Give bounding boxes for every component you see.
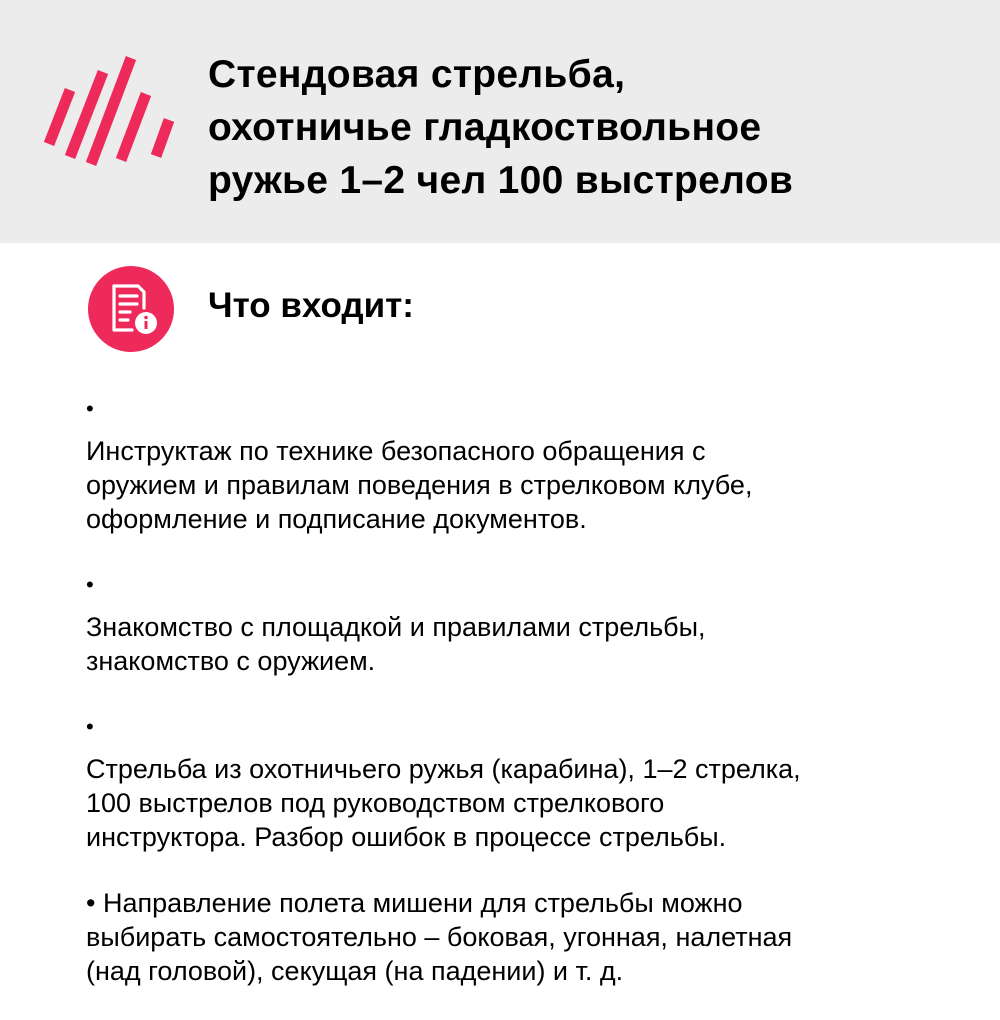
list-item-text: [86, 610, 976, 678]
list-item: [86, 886, 976, 988]
title-line: ружье 1–2 чел 100 выстрелов: [208, 159, 794, 202]
list-item: [86, 710, 976, 854]
bullet: •: [86, 396, 94, 421]
header-banner: [0, 0, 1000, 243]
text-line: Знакомство с площадкой и правилами стрельбы,: [86, 612, 706, 642]
document-info-icon: [88, 266, 174, 352]
title-line: охотничье гладкоствольное: [208, 106, 762, 149]
text-line: Стрельба из охотничьего ружья (карабина), 1–2 стрелка,: [86, 754, 801, 784]
section-title: Что входит:: [208, 286, 414, 325]
text-line: оружием и правилам поведения в стрелковом клубе,: [86, 470, 753, 500]
text-line: инструктора. Разбор ошибок в процессе стрельбы.: [86, 822, 727, 852]
page-title: [208, 48, 988, 207]
bullet: •: [86, 714, 94, 739]
text-line: • Направление полета мишени для стрельбы можно: [86, 888, 743, 918]
list-item-text: [86, 434, 976, 536]
bullet: •: [86, 572, 94, 597]
text-line: выбирать самостоятельно – боковая, угонная, налетная: [86, 922, 793, 952]
included-list: [86, 392, 976, 1020]
text-line: (над головой), секущая (на падении) и т. д.: [86, 956, 624, 986]
list-item-text: [86, 752, 976, 854]
list-item: [86, 392, 976, 536]
text-line: знакомство с оружием.: [86, 646, 376, 676]
text-line: оформление и подписание документов.: [86, 504, 587, 534]
text-line: Инструктаж по технике безопасного обращения с: [86, 436, 706, 466]
title-line: Стендовая стрельба,: [208, 53, 626, 96]
slashes-logo-icon: [44, 54, 174, 174]
list-item-text: [86, 886, 976, 988]
list-item: [86, 568, 976, 678]
text-line: 100 выстрелов под руководством стрелкового: [86, 788, 665, 818]
